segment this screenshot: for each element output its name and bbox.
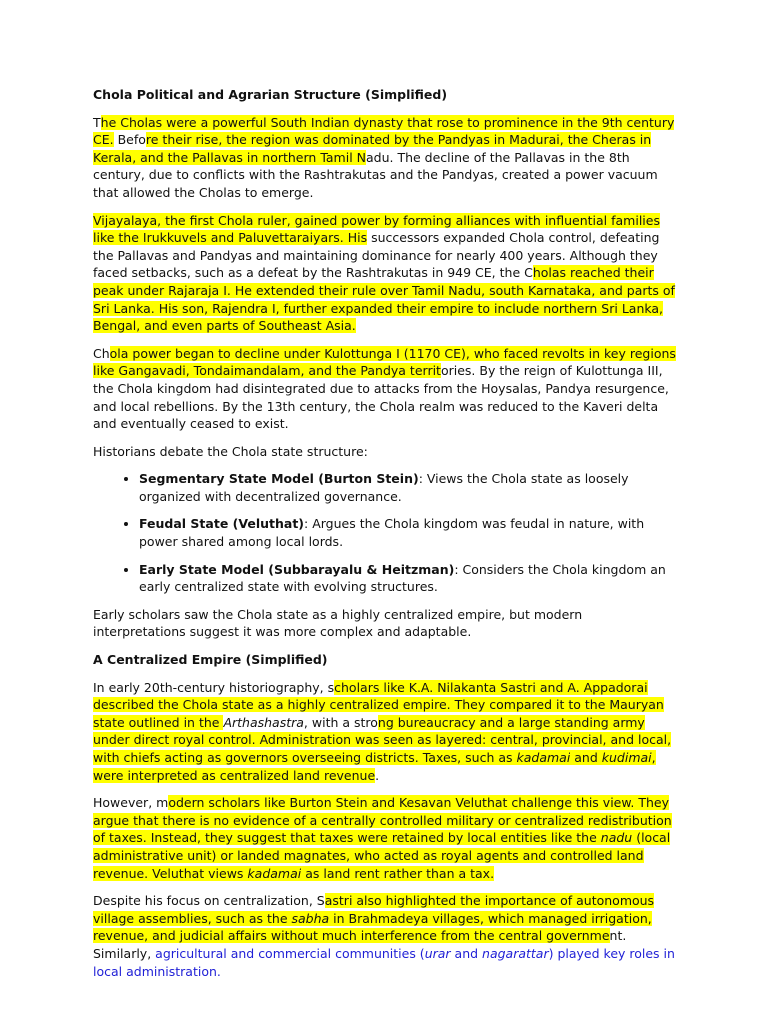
text-run: . [375,767,380,783]
paragraph-village-assemblies [93,892,678,980]
paragraph-rise-of-cholas [93,114,678,202]
models-list [93,470,678,596]
text-run: Befo [113,132,146,148]
text-run: Ch [93,345,110,361]
highlighted-text: and [570,750,602,765]
highlighted-text: cholars like K.A. Nilakanta Sastri and A. Appadorai described the Chola state as a highly centralized empire. They compared it to the Mauryan state outlined in the [93,679,664,730]
text-run: Despite his focus on centralization, S [93,893,325,909]
paragraph-historians-debate: Historians debate the Chola state structure: [93,443,368,459]
text-run: ories. By the reign of Kulottunga III, the Chola kingdom had disintegrated due to attacks from the Hoysalas, Pandya resurgence, and local rebellions. By the 13th century, the Chola realm was reduced to the Kaveri delta and eventually ceased to exist. [93,363,669,432]
blue-text: ) played key roles in local administration. [93,945,675,979]
text-run: , with a stro [303,714,378,730]
italic-term: kudimai [601,750,652,765]
italic-term: nagarattar [482,945,549,961]
highlighted-text: he Cholas were a powerful South Indian dynasty that rose to prominence in the 9th century CE. [93,114,675,148]
list-item-term: Feudal State (Veluthat) [139,516,305,532]
paragraph-vijayalaya [93,212,678,335]
list-item-text: : Considers the Chola kingdom an early centralized state with evolving structures. [139,561,666,595]
italic-term: Arthashastra [223,714,304,730]
section-heading-political: Chola Political and Agrarian Structure (Simplified) [93,87,448,102]
italic-term: urar [424,945,451,961]
text-run: However, m [93,795,169,811]
highlighted-text: ola power began to decline under Kulottunga I (1170 CE), who faced revolts in key regions like Gangavadi, Tondaimandalam, and the Pandya territ [93,345,676,379]
paragraph-sastri-appadorai [93,679,678,785]
highlighted-text: odern scholars like Burton Stein and Kesavan Veluthat challenge this view. They argue that there is no evidence of a centrally controlled military or centralized redistribution of taxes. Instead, they suggest that taxes were retained by local entities like the [93,795,672,846]
highlighted-text: as land rent rather than a tax. [301,865,495,881]
highlighted-text: (local administrative unit) or landed magnates, who acted as royal agents and controlled land revenue. Veluthat views [93,830,671,881]
list-item [139,561,678,596]
paragraph-decline [93,345,678,433]
highlighted-text: in Brahmadeya villages, which managed irrigation, revenue, and judicial affairs without much interference from the central governme [93,910,652,944]
text-run: nt. Similarly, [93,928,627,961]
italic-term: sabha [291,910,330,926]
paragraph-modern-scholars [93,794,678,882]
text-run: successors expanded Chola control, defeating the Pallavas and Pandyas and maintaining dominance for nearly 400 years. Although they faced setbacks, such as a defeat by the Rashtrakutas in 949 CE, the C [93,230,660,281]
list-item [139,470,678,505]
highlighted-text: holas reached their peak under Rajaraja I. He extended their rule over Tamil Nadu, south Karnataka, and parts of Sri Lanka. His son, Rajendra I, further expanded their empire to include northern Sri Lanka, Bengal, and even parts of Southeast Asia. [93,265,675,334]
section-heading-centralized: A Centralized Empire (Simplified) [93,652,328,668]
italic-term: nadu [600,830,633,846]
blue-text: and [450,945,483,961]
blue-text: agricultural and commercial communities ( [155,945,425,961]
italic-term: kadamai [247,865,302,881]
text-run: adu. The decline of the Pallavas in the 8th century, due to conflicts with the Rashtrakutas and the Pandyas, created a power vacuum that allowed the Cholas to emerge. [93,149,658,200]
text-run: In early 20th-century historiography, s [93,679,335,695]
italic-term: kadamai [516,750,571,765]
list-item-term: Early State Model (Subbarayalu & Heitzman) [139,561,455,577]
highlighted-text: astri also highlighted the importance of autonomous village assemblies, such as the [93,893,655,926]
list-item-text: : Argues the Chola kingdom was feudal in nature, with power shared among local lords. [139,516,645,550]
text-run: T [93,114,101,130]
highlighted-text: Vijayalaya, the first Chola ruler, gained power by forming alliances with influential families like the Irukkuvels and Paluvettaraiyars. His [93,212,660,246]
highlighted-text: re their rise, the region was dominated by the Pandyas in Madurai, the Cheras in Kerala, and the Pallavas in northern Tamil N [93,132,652,165]
paragraph-early-scholars: Early scholars saw the Chola state as a highly centralized empire, but modern interpretations suggest it was more complex and adaptable. [93,606,583,640]
highlighted-text: , were interpreted as centralized land revenue [93,750,656,783]
list-item [139,515,678,550]
list-item-text: : Views the Chola state as loosely organized with decentralized governance. [139,471,629,504]
list-item-term: Segmentary State Model (Burton Stein) [139,471,419,487]
highlighted-text: ng bureaucracy and a large standing army under direct royal control. Administration was seen as layered: central, provincial, and local, with chiefs acting as governors overseeing districts. Taxes, such as [93,714,672,765]
